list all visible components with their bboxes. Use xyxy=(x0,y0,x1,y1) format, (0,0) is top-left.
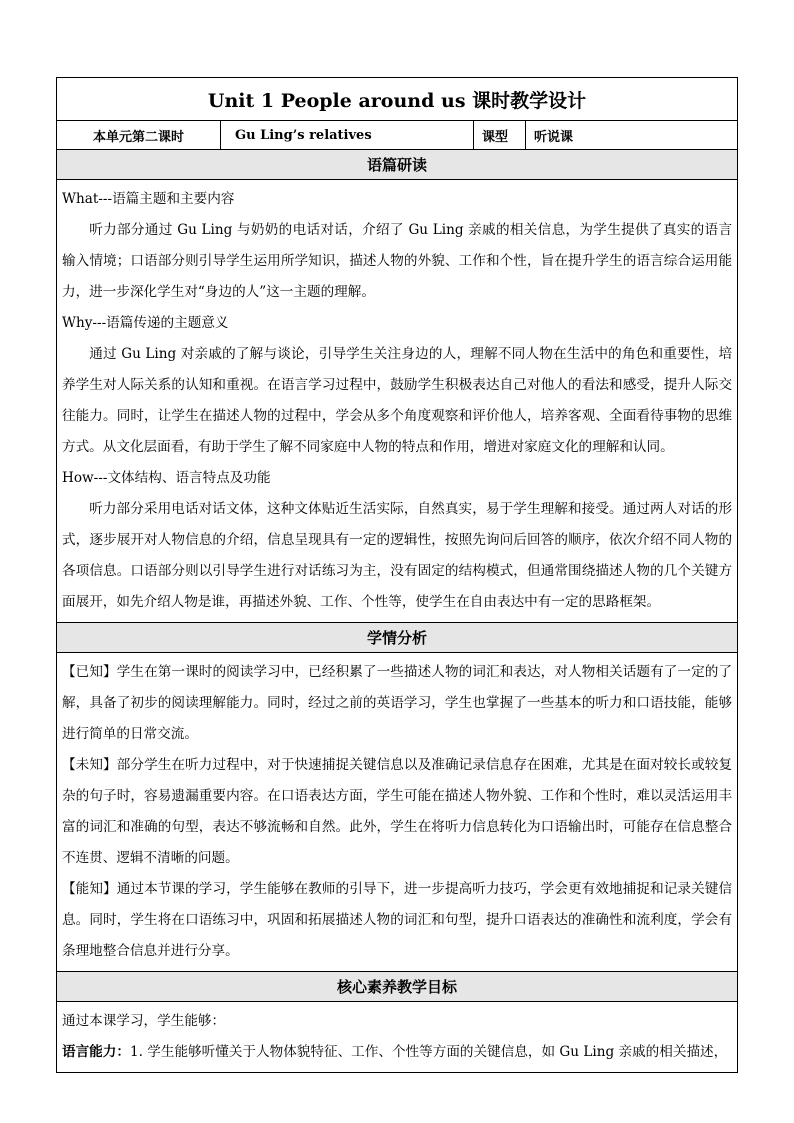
lesson-plan-table xyxy=(56,77,738,1073)
unknown-tag: 【未知】 xyxy=(62,757,117,773)
able-text: 通过本节课的学习，学生能够在教师的引导下，进一步提高听力技巧，学会更有效地捕捉和记录关键信息。同时，学生将在口语练习中，巩固和拓展描述人物的词汇和句型，提升口语表达的准确性和流利度，学会有条理地整合信息并进行分享。 xyxy=(62,881,733,959)
lesson-plan xyxy=(56,77,737,1073)
language-ability-label: 语言能力： xyxy=(62,1044,130,1060)
known-tag: 【已知】 xyxy=(62,664,117,680)
objectives-intro: 通过本课学习，学生能够： xyxy=(62,1013,226,1029)
how-label: How---文体结构、语言特点及功能 xyxy=(62,470,271,486)
why-text: 通过 Gu Ling 对亲戚的了解与谈论，引导学生关注身边的人，理解不同人物在生活中的角色和重要性，培养学生对人际关系的认知和重视。在语言学习过程中，鼓励学生积极表达自己对他人的看法和感受，提升人际交往能力。同时，让学生在描述人物的过程中，学会从多个角度观察和评价他人，培养客观、全面看待事物的思维方式。从文化层面看，有助于学生了解不同家庭中人物的特点和作用，增进对家庭文化的理解和认同。 xyxy=(62,346,733,455)
objectives-content xyxy=(57,1002,738,1073)
section-heading-objectives: 核心素养教学目标 xyxy=(57,972,738,1002)
language-ability-text: 1. 学生能够听懂关于人物体貌特征、工作、个性等方面的关键信息，如 Gu Ling 亲戚的相关描述， xyxy=(129,1044,728,1060)
what-text: 听力部分通过 Gu Ling 与奶奶的电话对话，介绍了 Gu Ling 亲戚的相关信息，为学生提供了真实的语言输入情境；口语部分则引导学生运用所学知识，描述人物的外貌、工作和个性，旨在提升学生的语言综合运用能力，进一步深化学生对“身边的人”这一主题的理解。 xyxy=(62,222,733,300)
unknown-text: 部分学生在听力过程中，对于快速捕捉关键信息以及准确记录信息存在困难，尤其是在面对较长或较复杂的句子时，容易遗漏重要内容。在口语表达方面，学生可能在描述人物外貌、工作和个性时，难以灵活运用丰富的词汇和准确的句型，表达不够流畅和自然。此外，学生在将听力信息转化为口语输出时，可能存在信息整合不连贯、逻辑不清晰的问题。 xyxy=(62,757,733,866)
why-label: Why---语篇传递的主题意义 xyxy=(62,315,229,331)
lesson-cell: 本单元第二课时 xyxy=(57,121,221,150)
section-heading-learner-analysis: 学情分析 xyxy=(57,623,738,653)
section-heading-text-study: 语篇研读 xyxy=(57,150,738,180)
text-study-content xyxy=(57,180,738,623)
page-title-text: Unit 1 People around us 课时教学设计 xyxy=(207,89,587,112)
what-label: What---语篇主题和主要内容 xyxy=(62,191,235,207)
type-label-cell: 课型 xyxy=(474,121,526,150)
language-ability-paragraph xyxy=(62,1037,732,1068)
unknown-paragraph xyxy=(62,750,732,874)
meta-row xyxy=(57,121,738,150)
topic-cell: Gu Ling’s relatives xyxy=(221,121,474,150)
type-value-cell: 听说课 xyxy=(526,121,738,150)
learner-analysis-content xyxy=(57,653,738,972)
known-paragraph xyxy=(62,657,732,750)
how-text: 听力部分采用电话对话文体，这种文体贴近生活实际，自然真实，易于学生理解和接受。通过两人对话的形式，逐步展开对人物信息的介绍，信息呈现具有一定的逻辑性，按照先询问后回答的顺序，依次介绍不同人物的各项信息。口语部分则以引导学生进行对话练习为主，没有固定的结构模式，但通常围绕描述人物的几个关键方面展开，如先介绍人物是谁，再描述外貌、工作、个性等，使学生在自由表达中有一定的思路框架。 xyxy=(62,501,733,610)
page-title xyxy=(57,78,738,121)
able-paragraph xyxy=(62,874,732,967)
known-text: 学生在第一课时的阅读学习中，已经积累了一些描述人物的词汇和表达，对人物相关话题有了一定的了解，具备了初步的阅读理解能力。同时，经过之前的英语学习，学生也掌握了一些基本的听力和口语技能，能够进行简单的日常交流。 xyxy=(62,664,733,742)
able-tag: 【能知】 xyxy=(62,881,117,897)
